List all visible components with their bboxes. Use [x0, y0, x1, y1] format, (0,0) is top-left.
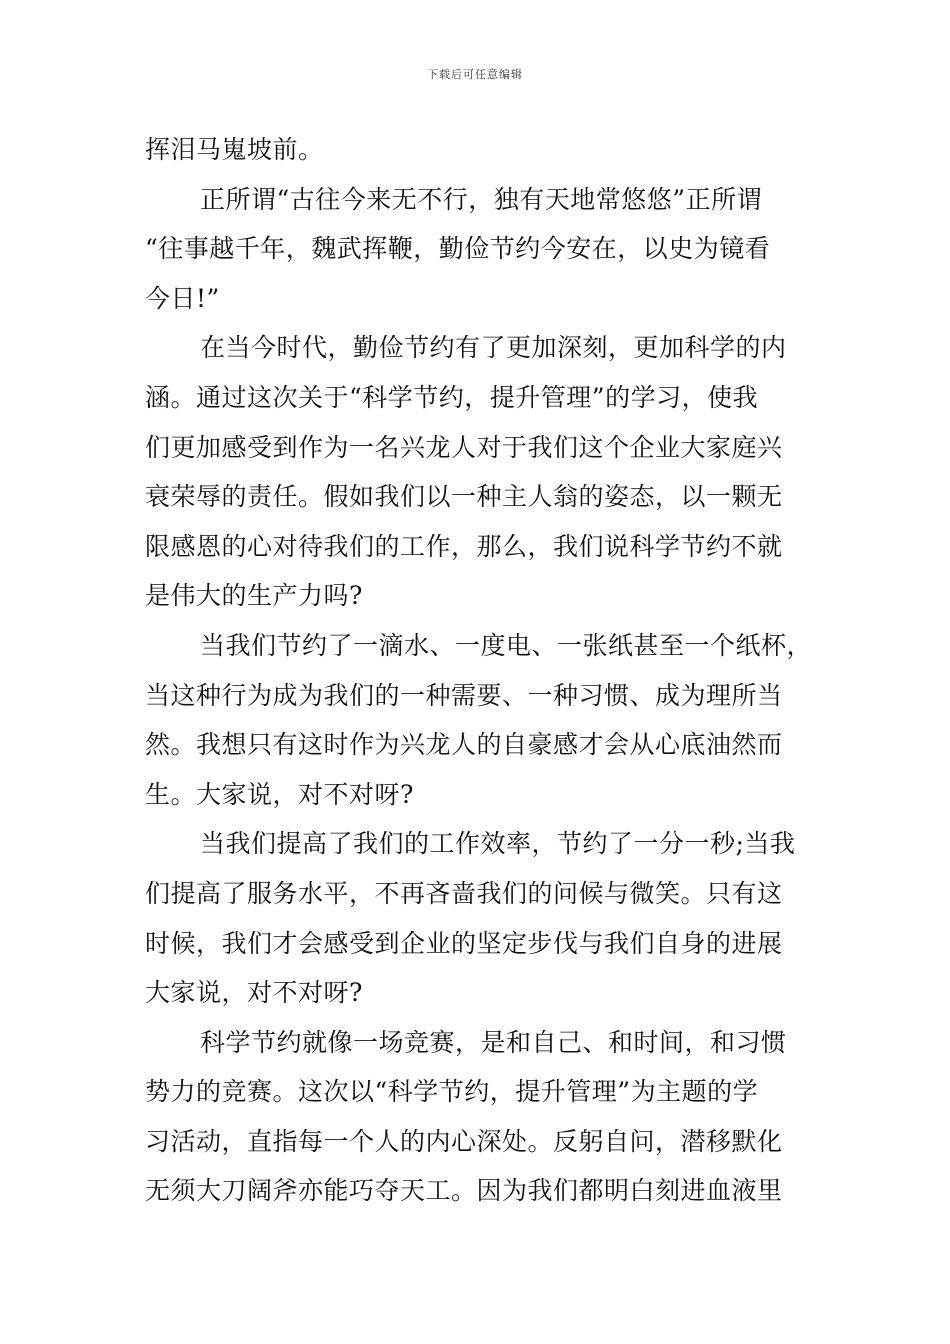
text-line: 们更加感受到作为一名兴龙人对于我们这个企业大家庭兴	[145, 432, 783, 462]
document-body	[145, 125, 835, 1216]
text-line: 习活动，直指每一个人的内心深处。反躬自问，潜移默化	[145, 1126, 783, 1156]
text-line: 无须大刀阔斧亦能巧夺天工。因为我们都明白刻进血液里	[145, 1176, 783, 1206]
text-line: 在当今时代，勤俭节约有了更加深刻，更加科学的内	[200, 333, 787, 363]
text-line: 当这种行为成为我们的一种需要、一种习惯、成为理所当	[145, 680, 783, 710]
text-line: 然。我想只有这时作为兴龙人的自豪感才会从心底油然而	[145, 730, 783, 760]
text-line: 限感恩的心对待我们的工作，那么，我们说科学节约不就	[145, 531, 783, 561]
text-line: 当我们节约了一滴水、一度电、一张纸甚至一个纸杯，	[200, 630, 813, 660]
text-line: 正所谓“古往今来无不行，独有天地常悠悠”正所谓	[200, 184, 763, 214]
text-line: 衰荣辱的责任。假如我们以一种主人翁的姿态，以一颗无	[145, 482, 783, 512]
text-line: “往事越千年，魏武挥鞭，勤俭节约今安在，以史为镜看	[145, 234, 771, 264]
text-line: 涵。通过这次关于“科学节约，提升管理”的学习，使我	[145, 382, 759, 412]
text-line: 生。大家说，对不对呀?	[145, 779, 414, 809]
text-line: 势力的竞赛。这次以“科学节约，提升管理”为主题的学	[145, 1077, 759, 1107]
text-line: 当我们提高了我们的工作效率，节约了一分一秒;当我	[200, 829, 796, 859]
text-line: 大家说，对不对呀?	[145, 978, 363, 1008]
text-line: 时候，我们才会感受到企业的坚定步伐与我们自身的进展	[145, 928, 783, 958]
text-line: 科学节约就像一场竞赛，是和自己、和时间，和习惯	[200, 1027, 787, 1057]
text-line: 今日!”	[145, 283, 220, 313]
text-line: 是伟大的生产力吗?	[145, 581, 363, 611]
page-header: 下载后可任意编辑	[427, 68, 523, 81]
text-line: 挥泪马嵬坡前。	[145, 135, 324, 164]
text-line: 们提高了服务水平，不再吝啬我们的问候与微笑。只有这	[145, 878, 783, 908]
